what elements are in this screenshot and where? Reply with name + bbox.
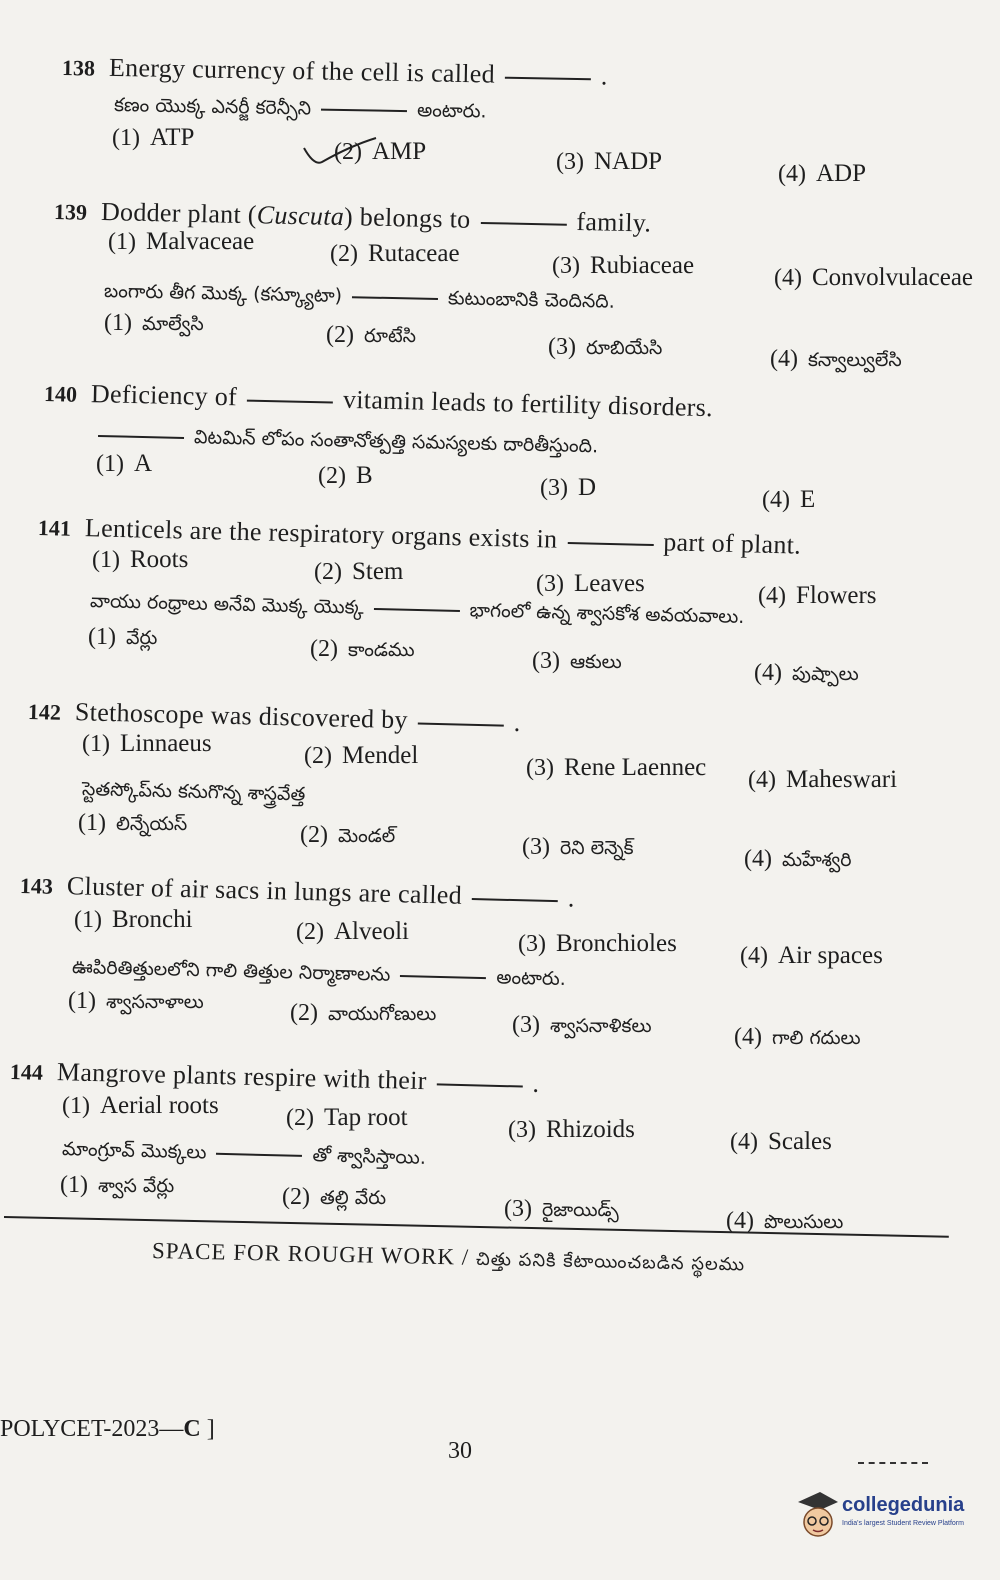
- option-3-en: (3) D: [540, 474, 597, 501]
- option-3-en: (3) Leaves: [536, 570, 645, 597]
- option-4-en: (4) Convolvulaceae: [774, 264, 974, 291]
- question-text-en: Mangrove plants respire with their .: [56, 1057, 540, 1098]
- option-3-te: (3) రూబియేసి: [548, 334, 663, 360]
- option-1-en: (1) Bronchi: [74, 906, 193, 933]
- option-3-en: (3) Bronchioles: [518, 930, 677, 957]
- question-text-te: ఊపిరితిత్తులలోని గాలి తిత్తుల నిర్మాణాలను అంటారు.: [71, 956, 567, 991]
- option-1-en: (1) Malvaceae: [108, 228, 255, 255]
- option-3-te: (3) ఆకులు: [532, 648, 622, 674]
- option-2-te: (2) కాండము: [310, 636, 415, 662]
- option-2-en: (2) Mendel: [304, 742, 419, 769]
- option-3-te: (3) శ్వాసనాళికలు: [512, 1012, 652, 1038]
- option-2-en: (2) Rutaceae: [330, 240, 460, 267]
- checkmark-icon: [300, 136, 380, 170]
- question-number: 141: [37, 515, 72, 541]
- option-3-en: (3) Rene Laennec: [526, 754, 707, 781]
- option-4-te: (4) కన్వాల్వులేసి: [770, 346, 902, 372]
- option-2-te: (2) తల్లి వేరు: [282, 1184, 387, 1210]
- question-text-en: Cluster of air sacs in lungs are called .: [66, 871, 576, 913]
- option-4-te: (4) పొలుసులు: [726, 1208, 844, 1234]
- corner-mark: [858, 1462, 928, 1464]
- question-text-te: వాయు రంధ్రాలు అనేవి మొక్క యొక్క భాగంలో ఉన్న శ్వాసకోశ అవయవాలు.: [89, 590, 745, 628]
- rough-work-label: SPACE FOR ROUGH WORK / చిత్తు పనికి కేటాయించబడిన స్థలము: [151, 1238, 746, 1276]
- question-text-te: బంగారు తీగ మొక్క (కస్క్యూటా) కుటుంబానికి చెందినది.: [103, 280, 615, 313]
- option-1-en: (1) Linnaeus: [82, 730, 212, 757]
- question-text-en: Energy currency of the cell is called .: [108, 52, 609, 91]
- option-2-te: (2) వాయుగోణులు: [290, 1000, 437, 1026]
- watermark-tagline: India's largest Student Review Platform: [842, 1520, 964, 1527]
- question-number: 142: [27, 699, 62, 725]
- question-number: 144: [9, 1059, 44, 1085]
- option-2-en: (2) AMP: [334, 138, 427, 165]
- question-text-te: కణం యొక్క ఎనర్జీ కరెన్సీని అంటారు.: [113, 94, 487, 123]
- option-3-en: (3) Rubiaceae: [552, 252, 695, 279]
- option-4-en: (4) Air spaces: [740, 942, 883, 969]
- question-text-en: Dodder plant (Cuscuta) belongs to family.: [100, 196, 652, 238]
- option-1-te: (1) వేర్లు: [88, 624, 158, 650]
- option-2-en: (2) Tap root: [286, 1104, 408, 1131]
- watermark-brand: collegedunia: [842, 1494, 965, 1516]
- option-1-te: (1) మాల్వేసి: [104, 310, 204, 336]
- option-4-te: (4) గాలి గదులు: [734, 1024, 861, 1050]
- question-text-te: విటమిన్ లోపం సంతానోత్పత్తి సమస్యలకు దారితీస్తుంది.: [98, 424, 599, 462]
- option-2-en: (2) Stem: [314, 558, 404, 585]
- exam-code: POLYCET-2023—C ]: [0, 1416, 215, 1442]
- option-2-en: (2) Alveoli: [296, 918, 409, 945]
- option-2-te: (2) మెండల్: [300, 822, 396, 848]
- question-number: 140: [43, 381, 78, 407]
- question-number: 143: [19, 873, 54, 899]
- option-3-te: (3) రైజాయిడ్స్: [504, 1196, 619, 1222]
- option-3-en: (3) Rhizoids: [508, 1116, 635, 1143]
- option-4-te: (4) పుష్పాలు: [754, 660, 859, 686]
- option-2-en: (2) B: [318, 462, 373, 489]
- option-4-en: (4) ADP: [778, 160, 866, 187]
- option-3-te: (3) రెని లెన్నెక్: [522, 834, 634, 860]
- option-4-en: (4) Scales: [730, 1128, 832, 1155]
- question-number: 139: [53, 199, 88, 225]
- option-1-en: (1) ATP: [112, 124, 195, 151]
- watermark-logo: [794, 1488, 969, 1548]
- question-text-en: Lenticels are the respiratory organs exists in part of plant.: [84, 513, 802, 560]
- option-3-en: (3) NADP: [556, 148, 663, 175]
- option-4-te: (4) మహేశ్వరి: [744, 846, 852, 872]
- student-mascot-icon: [794, 1488, 840, 1544]
- option-1-te: (1) లిన్నేయస్: [78, 810, 188, 836]
- option-2-te: (2) రూటేసి: [326, 322, 416, 348]
- option-4-en: (4) Flowers: [758, 582, 877, 609]
- option-4-en: (4) Maheswari: [748, 766, 898, 793]
- option-1-en: (1) A: [96, 450, 153, 477]
- question-text-en: Stethoscope was discovered by .: [74, 697, 521, 738]
- option-1-te: (1) శ్వాస వేర్లు: [60, 1172, 175, 1198]
- page-number: 30: [448, 1438, 472, 1464]
- option-1-en: (1) Roots: [92, 546, 189, 573]
- option-1-en: (1) Aerial roots: [62, 1092, 219, 1119]
- option-4-en: (4) E: [762, 486, 816, 513]
- question-text-en: Deficiency of vitamin leads to fertility disorders.: [90, 379, 714, 423]
- question-text-te: మాంగ్రూవ్ మొక్కలు తో శ్వాసిస్తాయి.: [61, 1138, 427, 1169]
- question-text-te: స్టెతస్కోప్‌ను కనుగొన్న శాస్త్రవేత్త: [81, 778, 306, 806]
- option-1-te: (1) శ్వాసనాళాలు: [68, 988, 204, 1014]
- question-number: 138: [61, 55, 96, 81]
